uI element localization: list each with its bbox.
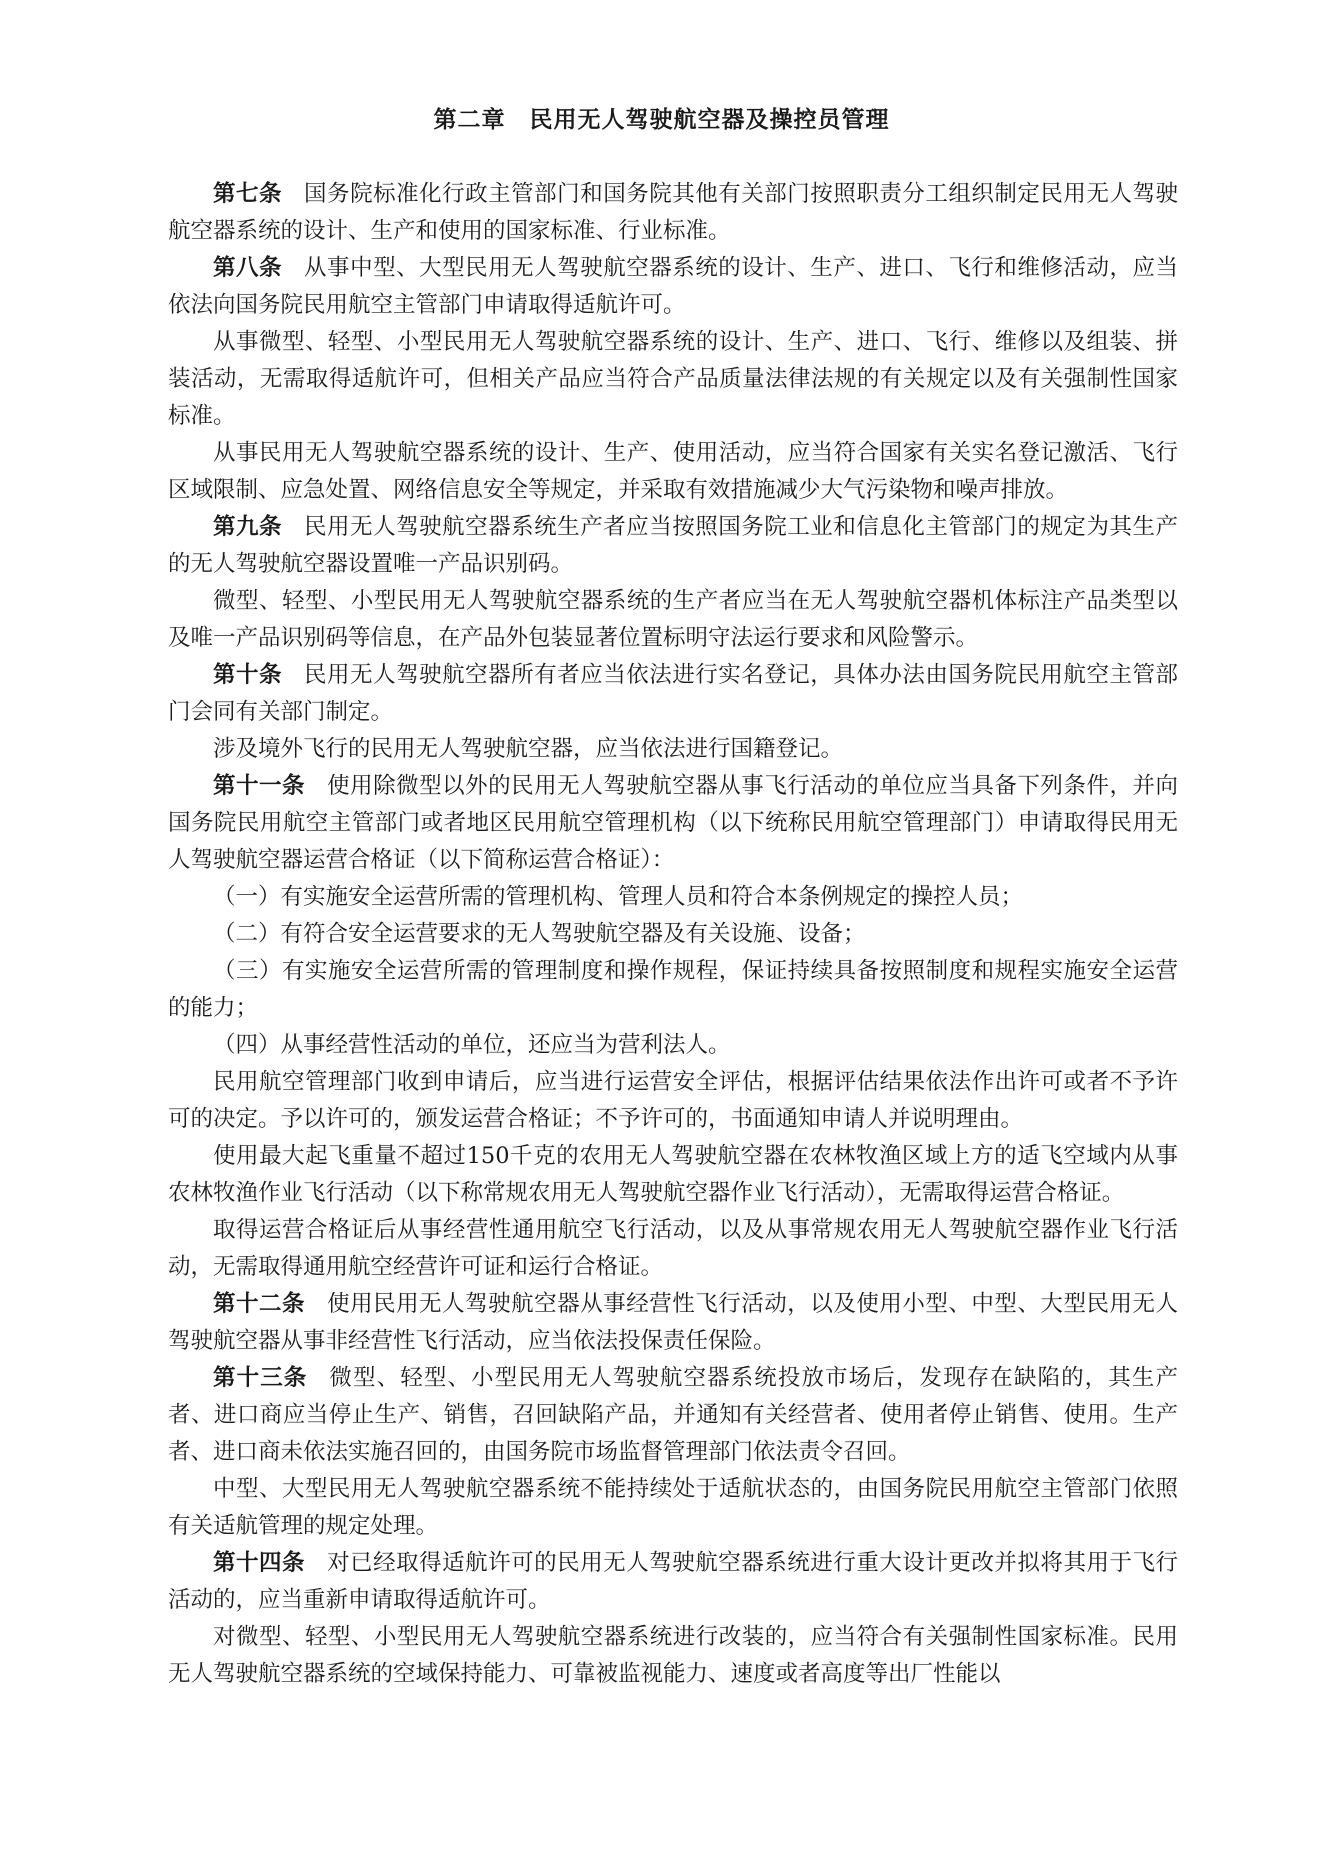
paragraph-text: 民用无人驾驶航空器所有者应当依法进行实名登记，具体办法由国务院民用航空主管部门会同有关部门制定。	[168, 662, 1178, 725]
paragraph	[168, 731, 1178, 768]
article-number: 第十二条	[213, 1291, 306, 1317]
paragraph-text: 中型、大型民用无人驾驶航空器系统不能持续处于适航状态的，由国务院民用航空主管部门依照有关适航管理的规定处理。	[168, 1476, 1178, 1539]
paragraph	[168, 1619, 1178, 1693]
paragraph-text: （三）有实施安全运营所需的管理制度和操作规程，保证持续具备按照制度和规程实施安全运营的能力；	[168, 958, 1178, 1021]
paragraph-text: （二）有符合安全运营要求的无人驾驶航空器及有关设施、设备；	[213, 921, 866, 947]
paragraph	[168, 916, 1178, 953]
paragraph	[168, 1471, 1178, 1545]
paragraph	[168, 768, 1178, 879]
paragraph-text: （四）从事经营性活动的单位，还应当为营利法人。	[213, 1032, 731, 1058]
paragraph	[168, 583, 1178, 657]
paragraph-text: 涉及境外飞行的民用无人驾驶航空器，应当依法进行国籍登记。	[213, 736, 844, 762]
paragraph	[168, 1064, 1178, 1138]
paragraph	[168, 953, 1178, 1027]
paragraph-text: 使用民用无人驾驶航空器从事经营性飞行活动，以及使用小型、中型、大型民用无人驾驶航空器从事非经营性飞行活动，应当依法投保责任保险。	[168, 1291, 1178, 1354]
paragraph-text: 对已经取得适航许可的民用无人驾驶航空器系统进行重大设计更改并拟将其用于飞行活动的，应当重新申请取得适航许可。	[168, 1550, 1178, 1613]
paragraph	[168, 435, 1178, 509]
paragraph-text: 国务院标准化行政主管部门和国务院其他有关部门按照职责分工组织制定民用无人驾驶航空器系统的设计、生产和使用的国家标准、行业标准。	[168, 181, 1178, 244]
paragraph	[168, 250, 1178, 324]
paragraph-text: 微型、轻型、小型民用无人驾驶航空器系统的生产者应当在无人驾驶航空器机体标注产品类型以及唯一产品识别码等信息，在产品外包装显著位置标明守法运行要求和风险警示。	[168, 588, 1178, 651]
paragraph	[168, 1212, 1178, 1286]
article-number: 第十条	[213, 662, 283, 688]
paragraph	[168, 176, 1178, 250]
paragraph-text: 从事民用无人驾驶航空器系统的设计、生产、使用活动，应当符合国家有关实名登记激活、飞行区域限制、应急处置、网络信息安全等规定，并采取有效措施减少大气污染物和噪声排放。	[168, 440, 1178, 503]
paragraph-text: 从事微型、轻型、小型民用无人驾驶航空器系统的设计、生产、进口、飞行、维修以及组装、拼装活动，无需取得适航许可，但相关产品应当符合产品质量法律法规的有关规定以及有关强制性国家标准。	[168, 329, 1178, 429]
article-number: 第十四条	[213, 1550, 306, 1576]
document-body	[168, 176, 1178, 1693]
paragraph	[168, 509, 1178, 583]
paragraph	[168, 1027, 1178, 1064]
article-number: 第九条	[213, 514, 283, 540]
paragraph-text: 民用无人驾驶航空器系统生产者应当按照国务院工业和信息化主管部门的规定为其生产的无人驾驶航空器设置唯一产品识别码。	[168, 514, 1178, 577]
paragraph	[168, 1360, 1178, 1471]
paragraph-text: 使用除微型以外的民用无人驾驶航空器从事飞行活动的单位应当具备下列条件，并向国务院民用航空主管部门或者地区民用航空管理机构（以下统称民用航空管理部门）申请取得民用无人驾驶航空器运营合格证（以下简称运营合格证）：	[168, 773, 1178, 873]
paragraph	[168, 657, 1178, 731]
paragraph	[168, 1545, 1178, 1619]
paragraph	[168, 1286, 1178, 1360]
paragraph-text: （一）有实施安全运营所需的管理机构、管理人员和符合本条例规定的操控人员；	[213, 884, 1024, 910]
article-number: 第十三条	[213, 1365, 308, 1391]
chapter-title: 第二章 民用无人驾驶航空器及操控员管理	[433, 107, 890, 133]
paragraph	[168, 324, 1178, 435]
article-number: 第七条	[213, 181, 283, 207]
paragraph-text: 民用航空管理部门收到申请后，应当进行运营安全评估，根据评估结果依法作出许可或者不予许可的决定。予以许可的，颁发运营合格证；不予许可的，书面通知申请人并说明理由。	[168, 1069, 1178, 1132]
article-number: 第十一条	[213, 773, 306, 799]
paragraph	[168, 879, 1178, 916]
paragraph-text: 对微型、轻型、小型民用无人驾驶航空器系统进行改装的，应当符合有关强制性国家标准。民用无人驾驶航空器系统的空域保持能力、可靠被监视能力、速度或者高度等出厂性能以	[168, 1624, 1178, 1687]
paragraph-text: 从事中型、大型民用无人驾驶航空器系统的设计、生产、进口、飞行和维修活动，应当依法向国务院民用航空主管部门申请取得适航许可。	[168, 255, 1178, 318]
paragraph-text: 微型、轻型、小型民用无人驾驶航空器系统投放市场后，发现存在缺陷的，其生产者、进口商应当停止生产、销售，召回缺陷产品，并通知有关经营者、使用者停止销售、使用。生产者、进口商未依法实施召回的，由国务院市场监督管理部门依法责令召回。	[168, 1365, 1178, 1465]
paragraph	[168, 1138, 1178, 1212]
paragraph-text: 使用最大起飞重量不超过150千克的农用无人驾驶航空器在农林牧渔区域上方的适飞空域内从事农林牧渔作业飞行活动（以下称常规农用无人驾驶航空器作业飞行活动），无需取得运营合格证。	[168, 1143, 1178, 1206]
paragraph-text: 取得运营合格证后从事经营性通用航空飞行活动，以及从事常规农用无人驾驶航空器作业飞行活动，无需取得通用航空经营许可证和运行合格证。	[168, 1217, 1178, 1280]
article-number: 第八条	[213, 255, 283, 281]
